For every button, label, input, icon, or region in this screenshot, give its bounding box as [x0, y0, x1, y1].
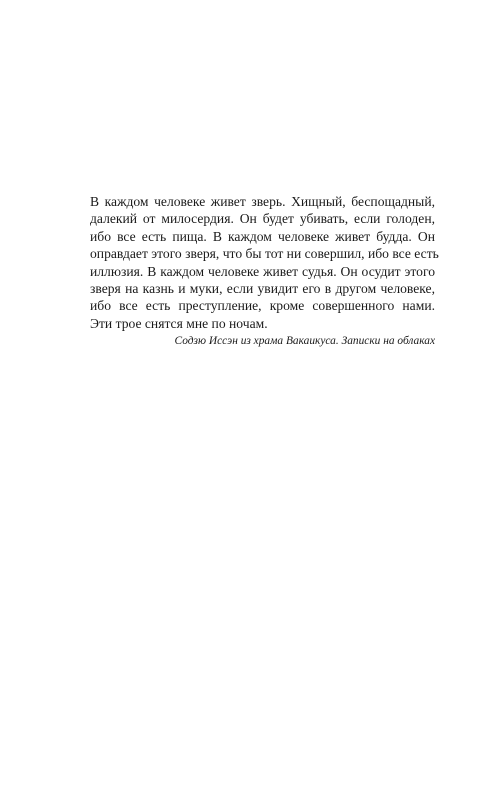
epigraph-line-7: ибо все есть преступление, кроме совершенного нами.: [90, 298, 435, 314]
epigraph-line-3: ибо все есть пища. В каждом человеке живет будда. Он: [90, 228, 435, 244]
epigraph-line-5: иллюзия. В каждом человеке живет судья. Он осудит этого: [90, 263, 435, 279]
epigraph-line-4: оправдает этого зверя, что бы тот ни совершил, ибо все есть: [90, 246, 439, 262]
epigraph-line-8: Эти трое снятся мне по ночам.: [90, 315, 268, 331]
epigraph-attribution: Содзю Иссэн из храма Вакаикуса. Записки на облаках: [174, 335, 435, 348]
epigraph: [90, 193, 439, 349]
epigraph-line-2: далекий от милосердия. Он будет убивать, если голоден,: [90, 211, 435, 227]
epigraph-line-1: В каждом человеке живет зверь. Хищный, беспощадный,: [90, 194, 435, 209]
epigraph-line-6: зверя на казнь и муки, если увидит его в другом человеке,: [90, 281, 435, 297]
